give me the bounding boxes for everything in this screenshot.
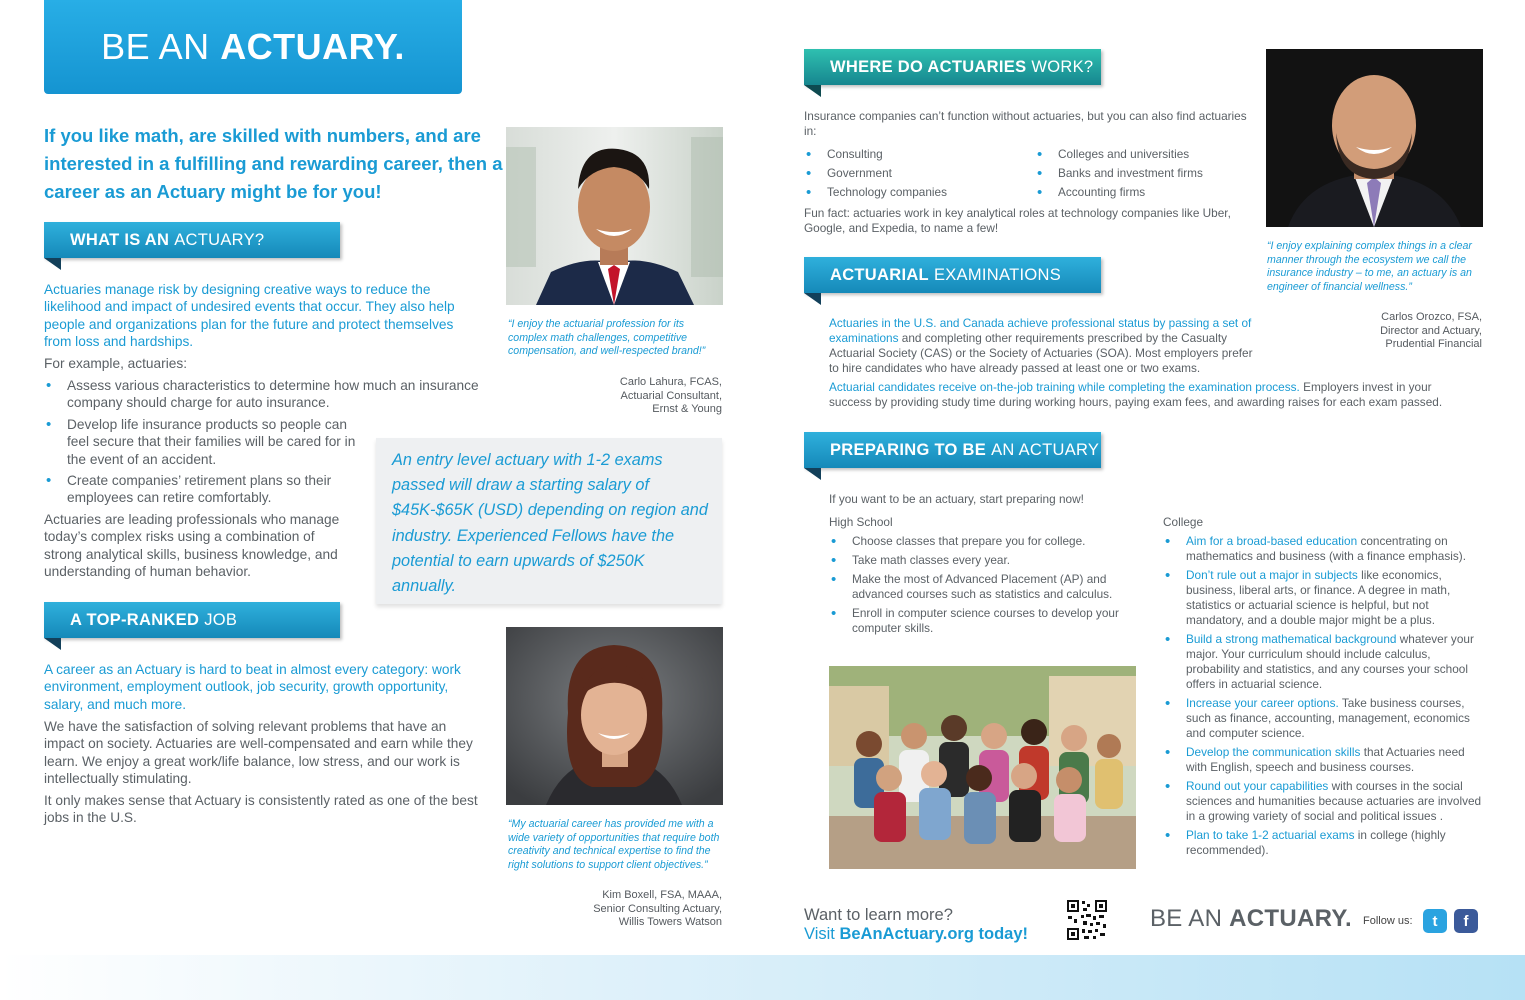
banner-fold	[44, 638, 61, 650]
salary-callout: An entry level actuary with 1-2 exams passed will draw a starting salary of $45K-$65K (USD) depending on region and industry. Experienced Fellows have the potential to earn upwards of $250K annually.	[376, 438, 722, 604]
portrait-carlo-lahura	[506, 127, 723, 305]
top-ranked-p1: We have the satisfaction of solving relevant problems that have an impact on society. Actuaries are well-compensated and earn while they learn. We enjoy a great work/life balance, low stress, and our work is intellectually stimulating.	[44, 719, 473, 787]
list-item	[1163, 534, 1483, 564]
item-lead: Develop the communication skills	[1186, 745, 1361, 759]
portrait-image	[1266, 49, 1483, 227]
item-lead: Round out your capabilities	[1186, 779, 1329, 793]
page-title	[44, 0, 462, 94]
banner-light: EXAMINATIONS	[933, 265, 1061, 284]
group-photo-image	[829, 666, 1136, 869]
intro-headline: If you like math, are skilled with numbers, and are interested in a fulfilling and rewarding career, then a career as an Actuary might be for you!	[44, 125, 503, 202]
attribution-role: Senior Consulting Actuary,	[593, 902, 722, 915]
list-item: • Government	[804, 164, 1029, 183]
attribution-company: Willis Towers Watson	[618, 916, 722, 928]
portrait-carlos-orozco	[1266, 49, 1483, 227]
list-item: • Create companies’ retirement plans so their employees can retire comfortably.	[44, 472, 362, 507]
follow-label: Follow us:	[1363, 915, 1413, 927]
banner-where-do-actuaries-work	[804, 49, 1101, 85]
brand-bold: ACTUARY.	[1229, 905, 1353, 932]
banner-actuarial-examinations	[804, 257, 1101, 293]
fun-fact: Fun fact: actuaries work in key analytical roles at technology companies like Uber, Google, and Expedia, to name a few!	[804, 206, 1231, 235]
title-light: BE AN	[101, 26, 221, 67]
top-ranked-p2: It only makes sense that Actuary is consistently rated as one of the best jobs in the U.S.	[44, 793, 478, 826]
what-is-lead: Actuaries manage risk by designing creative ways to reduce the likelihood and impact of undesired events that occur. They also help people and organizations plan for the future and protect themselves from loss and hardships.	[44, 282, 455, 350]
banner-fold	[804, 85, 821, 97]
preparing-intro: If you want to be an actuary, start preparing now!	[829, 492, 1084, 506]
item-rest: in college (highly recommended).	[1186, 828, 1446, 857]
list-item: • Develop life insurance products so people can feel secure that their families will be cared for in the event of an accident.	[44, 416, 362, 468]
item-rest: with courses in the social sciences and humanities because actuaries are involved in a growing variety of social and political issues .	[1186, 779, 1482, 823]
list-item	[1163, 696, 1483, 741]
exams-p1-rest: and completing other requirements prescribed by the Casualty Actuarial Society (CAS) or the Society of Actuaries (SOA). Most employers prefer to hire candidates who have already passed at least one or two exams.	[829, 331, 1253, 375]
item-rest: that Actuaries need with English, speech and business courses.	[1186, 745, 1465, 774]
item-rest: like economics, business, liberal arts, or finance. A degree in math, statistics or actuarial science is helpful, but not mandatory, and a double major might be a plus.	[1186, 568, 1451, 627]
list-item: • Enroll in computer science courses to develop your computer skills.	[829, 606, 1129, 636]
banner-light: WORK?	[1031, 57, 1094, 76]
qr-code[interactable]	[1066, 899, 1108, 941]
item-lead: Build a strong mathematical background	[1186, 632, 1397, 646]
list-item: • Choose classes that prepare you for college.	[829, 534, 1129, 549]
exams-paragraph-1	[829, 316, 1253, 376]
banner-top-ranked-job	[44, 602, 340, 638]
high-school-heading: High School	[829, 515, 893, 529]
list-item: • Banks and investment firms	[1035, 164, 1260, 183]
exams-p2-lead: Actuarial candidates receive on-the-job training while completing the examination process.	[829, 380, 1300, 394]
testimonial-attribution-1	[520, 376, 722, 417]
banner-preparing-to-be-an-actuary	[804, 432, 1101, 468]
brand-light: BE AN	[1150, 905, 1230, 932]
learn-more-callout	[804, 906, 1028, 944]
what-is-closing: Actuaries are leading professionals who manage today’s complex risks using a combination of strong analytical skills, business knowledge, and understanding of human behavior.	[44, 512, 340, 580]
qr-code-icon	[1066, 899, 1108, 941]
exams-p1-lead: Actuaries in the U.S. and Canada achieve professional status by passing a set of examinations	[829, 316, 1252, 345]
list-item	[1163, 745, 1483, 775]
where-work-intro: Insurance companies can’t function without actuaries, but you can also find actuaries in:	[804, 109, 1247, 138]
item-rest: concentrating on mathematics and business (with a finance emphasis).	[1186, 534, 1466, 563]
list-item: • Technology companies	[804, 183, 1029, 202]
brand-logo	[1150, 905, 1352, 933]
attribution-name: Carlo Lahura, FCAS,	[619, 376, 722, 388]
item-rest: whatever your major. Your curriculum should include calculus, probability and statistics, and any courses your school offers in actuarial science.	[1186, 632, 1474, 691]
exams-paragraph-2	[829, 380, 1459, 410]
attribution-role: Actuarial Consultant,	[620, 389, 722, 402]
list-item	[1163, 632, 1483, 692]
list-item: • Make the most of Advanced Placement (AP) and advanced courses such as statistics and calculus.	[829, 572, 1129, 602]
group-photo-students	[829, 666, 1136, 869]
twitter-icon[interactable]: t	[1423, 909, 1447, 933]
list-item: • Colleges and universities	[1035, 145, 1260, 164]
item-lead: Don’t rule out a major in subjects	[1186, 568, 1358, 582]
banner-bold: ACTUARIAL	[830, 265, 929, 284]
portrait-image	[506, 127, 723, 305]
list-item: • Assess various characteristics to determine how much an insurance company should charge for auto insurance.	[44, 377, 484, 412]
banner-light: AN ACTUARY	[991, 440, 1100, 459]
banner-fold	[804, 468, 821, 480]
testimonial-attribution-3	[1280, 311, 1482, 352]
facebook-icon[interactable]: f	[1454, 909, 1478, 933]
portrait-image	[506, 627, 723, 805]
example-intro: For example, actuaries:	[44, 356, 188, 371]
attribution-name: Carlos Orozco, FSA,	[1381, 311, 1482, 323]
attribution-role: Director and Actuary,	[1380, 324, 1482, 337]
testimonial-quote-2: “My actuarial career has provided me with a wide variety of opportunities that require both creativity and technical expertise to find the right solutions to support client objectives.”	[508, 818, 720, 871]
exams-p2-rest: Employers invest in your success by providing study time during working hours, paying exam fees, and awarding raises for each exam passed.	[829, 380, 1443, 409]
item-lead: Plan to take 1-2 actuarial exams	[1186, 828, 1355, 842]
high-school-list	[829, 534, 1129, 636]
portrait-kim-boxell	[506, 627, 723, 805]
item-lead: Increase your career options.	[1186, 696, 1339, 710]
where-work-list-left	[804, 145, 1029, 202]
banner-what-is-an-actuary	[44, 222, 340, 258]
banner-fold	[804, 293, 821, 305]
testimonial-attribution-2	[520, 889, 722, 930]
visit-label: Visit	[804, 925, 840, 943]
list-item	[1163, 828, 1483, 858]
banner-bold: A TOP-RANKED	[70, 610, 200, 629]
testimonial-quote-1: “I enjoy the actuarial profession for its complex math challenges, competitive compensation, and well-respected brand!”	[508, 318, 706, 357]
college-list	[1163, 534, 1483, 858]
banner-light: JOB	[204, 610, 238, 629]
banner-bold: PREPARING TO BE	[830, 440, 987, 459]
list-item	[1163, 779, 1483, 824]
banner-bold: WHAT IS AN	[70, 230, 170, 249]
testimonial-quote-3: “I enjoy explaining complex things in a clear manner through the ecosystem we call the insurance industry – to me, an actuary is an engineer of financial wellness.”	[1267, 240, 1472, 293]
attribution-company: Prudential Financial	[1385, 338, 1482, 350]
visit-line	[804, 925, 1028, 944]
college-heading: College	[1163, 515, 1204, 529]
learn-more-line: Want to learn more?	[804, 906, 953, 924]
title-bold: ACTUARY.	[220, 26, 405, 67]
list-item: • Take math classes every year.	[829, 553, 1129, 568]
footer-gradient-bar	[0, 955, 1525, 1000]
where-work-list-right	[1035, 145, 1260, 202]
top-ranked-lead: A career as an Actuary is hard to beat in almost every category: work environment, employment outlook, job security, growth opportunity, salary, and much more.	[44, 662, 461, 712]
website-link[interactable]: BeAnActuary.org today!	[839, 925, 1029, 943]
list-item	[1163, 568, 1483, 628]
list-item: • Consulting	[804, 145, 1029, 164]
banner-light: ACTUARY?	[174, 230, 265, 249]
attribution-name: Kim Boxell, FSA, MAAA,	[602, 889, 722, 901]
banner-bold: WHERE DO ACTUARIES	[830, 57, 1027, 76]
item-lead: Aim for a broad-based education	[1186, 534, 1358, 548]
list-item: • Accounting firms	[1035, 183, 1260, 202]
banner-fold	[44, 258, 61, 270]
item-rest: Take business courses, such as finance, accounting, management, economics and computer science.	[1186, 696, 1470, 740]
attribution-company: Ernst & Young	[652, 403, 722, 415]
